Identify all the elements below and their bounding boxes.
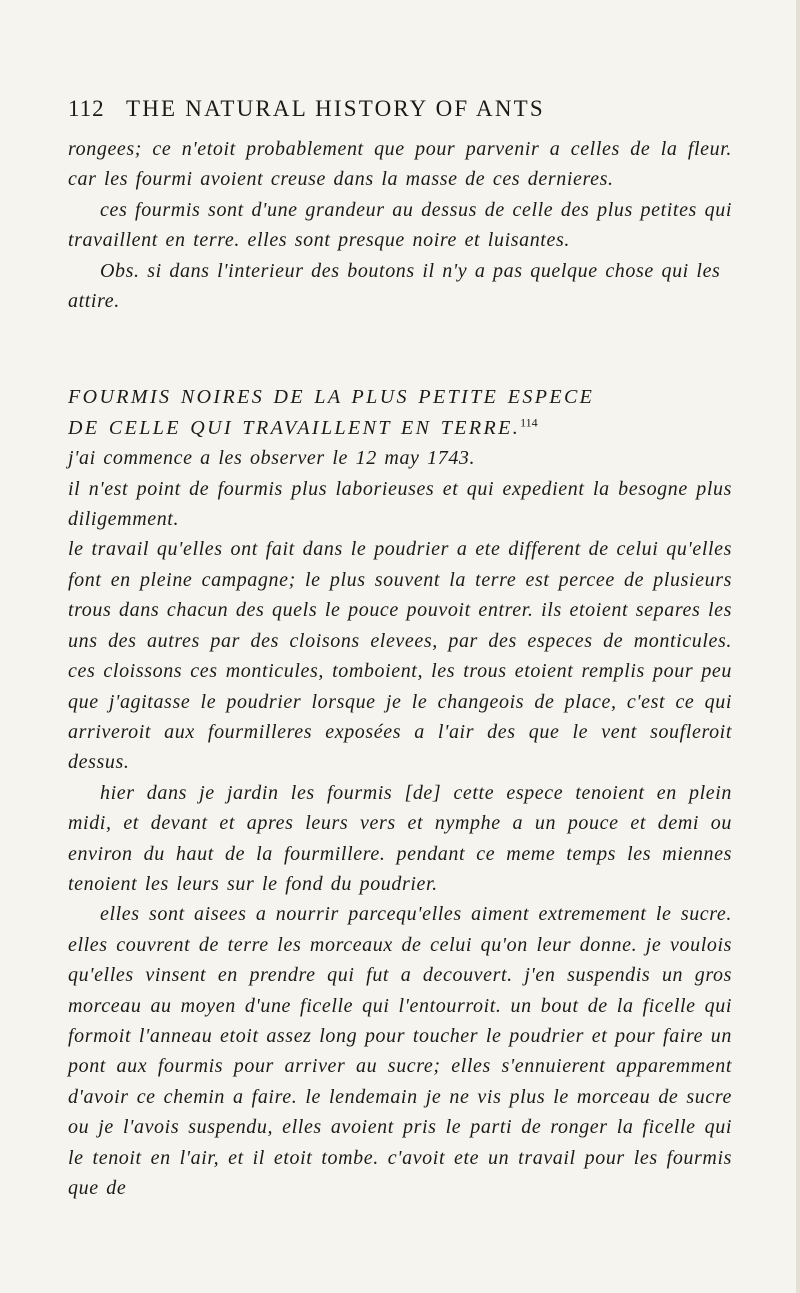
paragraph: j'ai commence a les observer le 12 may 1743.: [68, 447, 476, 470]
page-edge-shadow: [796, 0, 800, 1293]
paragraph: rongees; ce n'etoit probablement que pour parvenir a celles de la fleur. car les fourmi avoient creuse dans la masse de ces dernieres.: [68, 138, 732, 191]
body-text: [68, 134, 732, 1203]
running-title: THE NATURAL HISTORY OF ANTS: [126, 96, 545, 121]
footnote-reference[interactable]: 114: [520, 415, 538, 430]
paragraph: le travail qu'elles ont fait dans le poudrier a ete different de celui qu'elles font en pleine campagne; le plus souvent la terre est percee de plusieurs trous dans chacun des quels le pouce pouvoit entrer. ils etoient separes les uns des autres par des cloisons elevees, par des especes de monticules. ces cloissons ces monticules, tomboient, les trous etoient remplis pour peu que j'agitasse le poudrier lorsque je le changeois de place, c'est ce qui arriveroit aux fourmilleres exposées a l'air des que le vent soufleroit dessus.: [68, 538, 732, 774]
paragraph: elles sont aisees a nourrir parcequ'elles aiment extremement le sucre. elles couvrent de terre les morceaux de celui qu'on leur donne. je voulois qu'elles vinsent en prendre qui fut a decouvert. j'en suspendis un gros morceau au moyen d'une ficelle qui l'entourroit. un bout de la ficelle qui formoit l'anneau etoit assez long pour toucher le poudrier et pour faire un pont aux fourmis pour arriver au sucre; elles s'ennuierent apparemment d'avoir ce chemin a faire. le lendemain je ne vis plus le morceau de sucre ou je l'avois suspendu, elles avoient pris le parti de ronger la ficelle qui le tenoit en l'air, et il etoit tombe. c'avoit ete un travail pour les fourmis que de: [68, 903, 732, 1199]
section-heading: [68, 382, 732, 443]
section-heading-line-2: DE CELLE QUI TRAVAILLENT EN TERRE.: [68, 416, 521, 439]
paragraph: hier dans je jardin les fourmis [de] cette espece tenoient en plein midi, et devant et apres leurs vers et nymphe a un pouce et demi ou environ du haut de la fourmillere. pendant ce meme temps les miennes tenoient les leurs sur le fond du poudrier.: [68, 781, 732, 895]
page-number: 112: [68, 96, 105, 121]
section-heading-line-1: FOURMIS NOIRES DE LA PLUS PETITE ESPECE: [68, 386, 595, 409]
paragraph: il n'est point de fourmis plus laborieuses et qui expedient la besogne plus diligemment.: [68, 477, 732, 531]
running-header: [68, 96, 732, 128]
paragraph: ces fourmis sont d'une grandeur au dessus de celle des plus petites qui travaillent en terre. elles sont presque noire et luisantes.: [68, 198, 732, 252]
section-spacer: [68, 316, 732, 382]
paragraph: Obs. si dans l'interieur des boutons il n'y a pas quelque chose qui les attire.: [68, 259, 721, 313]
